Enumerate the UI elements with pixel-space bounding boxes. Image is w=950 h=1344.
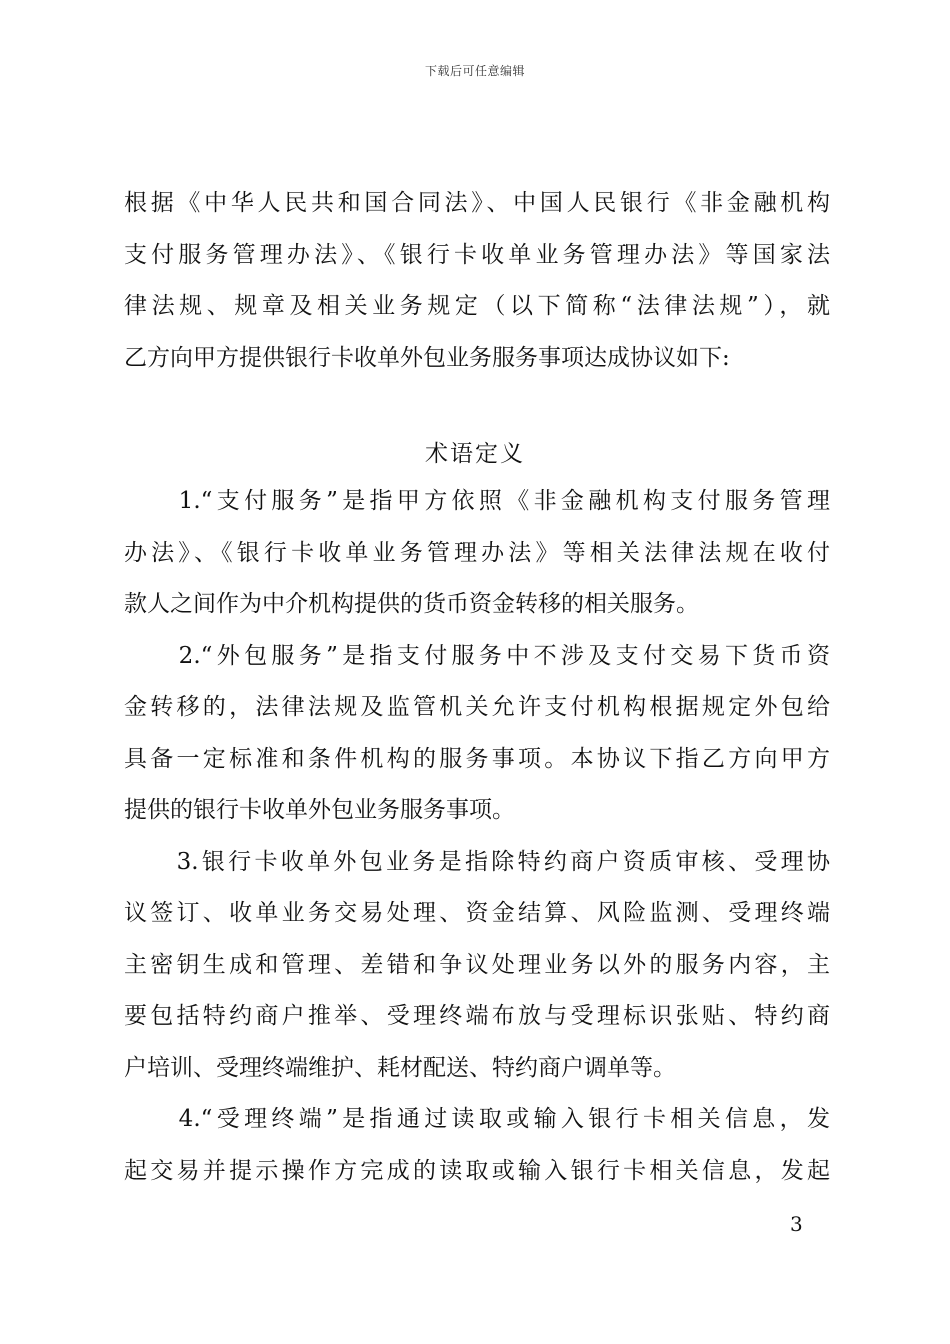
intro-line: 律法规、规章及相关业务规定（以下简称“法律法规”），就 [124,293,830,319]
definition-line: 提供的银行卡收单外包业务服务事项。 [124,797,515,823]
definition-line: 3.银行卡收单外包业务是指除特约商户资质审核、受理协 [124,848,830,875]
definition-line: 户培训、受理终端维护、耗材配送、特约商户调单等。 [124,1054,676,1081]
definition-line: 议签订、收单业务交易处理、资金结算、风险监测、受理终端 [124,900,830,926]
intro-line: 根据《中华人民共和国合同法》、中国人民银行《非金融机构 [124,190,830,216]
definition-line: 具备一定标准和条件机构的服务事项。本协议下指乙方向甲方 [124,745,830,772]
definition-line: 办法》、《银行卡收单业务管理办法》等相关法律法规在收付 [124,539,830,566]
definition-line: 款人之间作为中介机构提供的货币资金转移的相关服务。 [124,591,699,617]
intro-line: 支付服务管理办法》、《银行卡收单业务管理办法》等国家法 [124,241,830,268]
intro-paragraph [124,178,830,384]
page-number: 3 [790,1212,803,1236]
definition-line: 要包括特约商户推举、受理终端布放与受理标识张贴、特约商 [124,1003,830,1029]
definitions-list [124,476,830,1197]
definition-line: 主密钥生成和管理、差错和争议处理业务以外的服务内容，主 [124,951,830,978]
definition-line: 1.“支付服务”是指甲方依照《非金融机构支付服务管理 [124,488,830,514]
section-heading: 术语定义 [425,441,525,467]
header-note: 下载后可任意编辑 [424,64,525,78]
definition-line: 金转移的，法律法规及监管机关允许支付机构根据规定外包给 [124,694,830,720]
definition-line: 起交易并提示操作方完成的读取或输入银行卡相关信息，发起 [124,1157,830,1184]
definition-line: 2.“外包服务”是指支付服务中不涉及支付交易下货币资 [124,642,830,669]
intro-line: 乙方向甲方提供银行卡收单外包业务服务事项达成协议如下: [124,344,730,371]
definition-line: 4.“受理终端”是指通过读取或输入银行卡相关信息，发 [124,1106,830,1132]
